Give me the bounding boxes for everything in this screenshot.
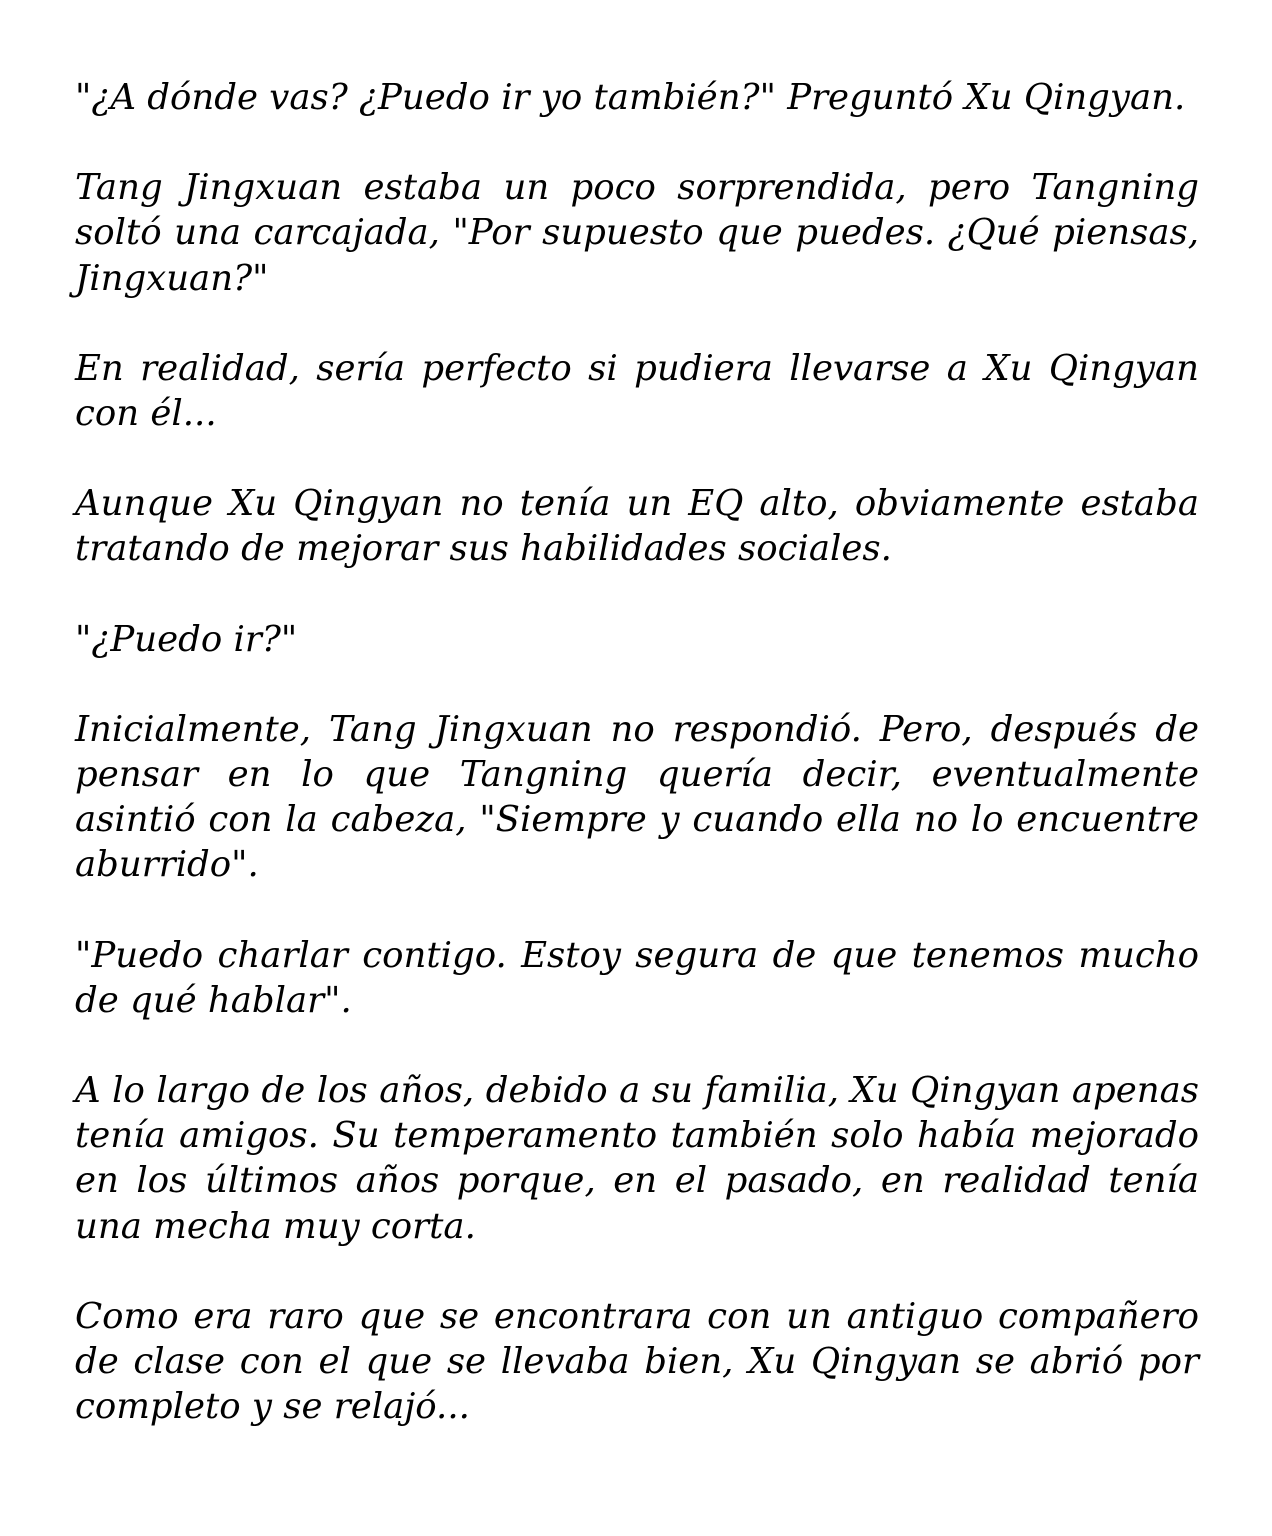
- paragraph: "¿A dónde vas? ¿Puedo ir yo también?" Preguntó Xu Qingyan.: [75, 77, 1186, 118]
- paragraph: Como era raro que se encontrara con un antiguo compañero de clase con el que se llevaba bien, Xu Qingyan se abrió por completo y se relajó...: [75, 1295, 1199, 1428]
- paragraph: Inicialmente, Tang Jingxuan no respondió. Pero, después de pensar en lo que Tangning quería decir, eventualmente asintió con la cabeza, "Siempre y cuando ella no lo encuentre aburrido".: [75, 708, 1199, 886]
- document-page: [75, 75, 1199, 1474]
- paragraph: En realidad, sería perfecto si pudiera llevarse a Xu Qingyan con él...: [75, 347, 1199, 435]
- paragraph: Aunque Xu Qingyan no tenía un EQ alto, obviamente estaba tratando de mejorar sus habilidades sociales.: [75, 483, 1199, 570]
- paragraph: Tang Jingxuan estaba un poco sorprendida, pero Tangning soltó una carcajada, "Por supuesto que puedes. ¿Qué piensas, Jingxuan?": [75, 167, 1199, 299]
- paragraph: A lo largo de los años, debido a su familia, Xu Qingyan apenas tenía amigos. Su temperamento también solo había mejorado en los últimos años porque, en el pasado, en realidad tenía una mecha muy corta.: [75, 1070, 1199, 1247]
- paragraph: "Puedo charlar contigo. Estoy segura de que tenemos mucho de qué hablar".: [75, 934, 1199, 1021]
- paragraph: "¿Puedo ir?": [75, 618, 298, 660]
